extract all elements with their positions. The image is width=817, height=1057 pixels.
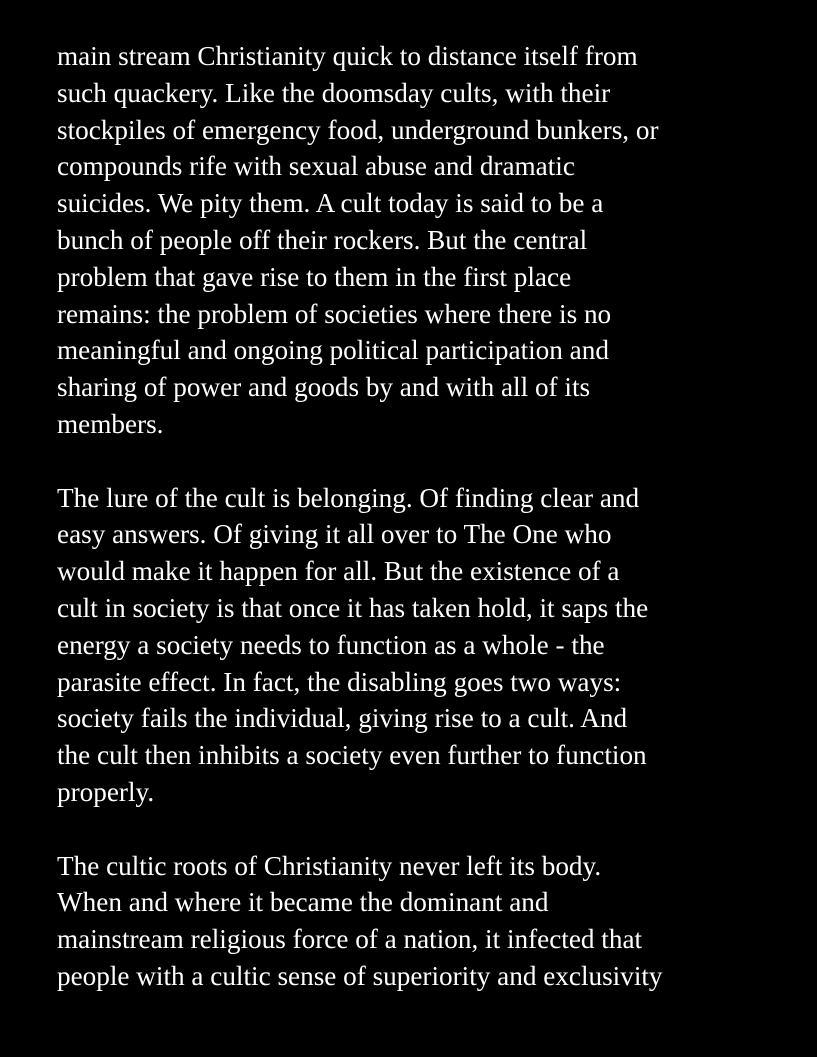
text-line: mainstream religious force of a nation, it infected that <box>57 924 643 955</box>
text-line: problem that gave rise to them in the first place <box>57 261 572 292</box>
text-line: stockpiles of emergency food, underground bunkers, or <box>57 114 659 145</box>
text-line: The lure of the cult is belonging. Of finding clear and <box>57 482 640 513</box>
text-line: bunch of people off their rockers. But the central <box>57 224 588 255</box>
text-line: society fails the individual, giving rise to a cult. And <box>57 703 628 734</box>
text-line: easy answers. Of giving it all over to The One who <box>57 519 612 550</box>
text-line: such quackery. Like the doomsday cults, with their <box>57 77 611 108</box>
document-page <box>57 38 797 1032</box>
paragraph-1 <box>57 38 797 443</box>
text-line: the cult then inhibits a society even further to function <box>57 740 647 771</box>
paragraph-2 <box>57 480 797 811</box>
text-line: suicides. We pity them. A cult today is said to be a <box>57 188 604 219</box>
text-line: members. <box>57 408 164 439</box>
text-line: compounds rife with sexual abuse and dramatic <box>57 151 575 182</box>
paragraph-3 <box>57 848 797 995</box>
text-line: people with a cultic sense of superiority and exclusivity <box>57 960 663 991</box>
text-line: main stream Christianity quick to distance itself from <box>57 41 638 71</box>
text-line: meaningful and ongoing political participation and <box>57 335 609 366</box>
text-line: sharing of power and goods by and with all of its <box>57 372 591 403</box>
text-line: When and where it became the dominant and <box>57 887 549 918</box>
text-line: would make it happen for all. But the existence of a <box>57 556 620 587</box>
text-line: energy a society needs to function as a whole - the <box>57 629 605 660</box>
text-line: remains: the problem of societies where there is no <box>57 298 612 329</box>
text-line: properly. <box>57 776 155 807</box>
text-line: The cultic roots of Christianity never left its body. <box>57 850 602 881</box>
text-line: cult in society is that once it has taken hold, it saps the <box>57 592 649 623</box>
text-line: parasite effect. In fact, the disabling goes two ways: <box>57 666 622 697</box>
